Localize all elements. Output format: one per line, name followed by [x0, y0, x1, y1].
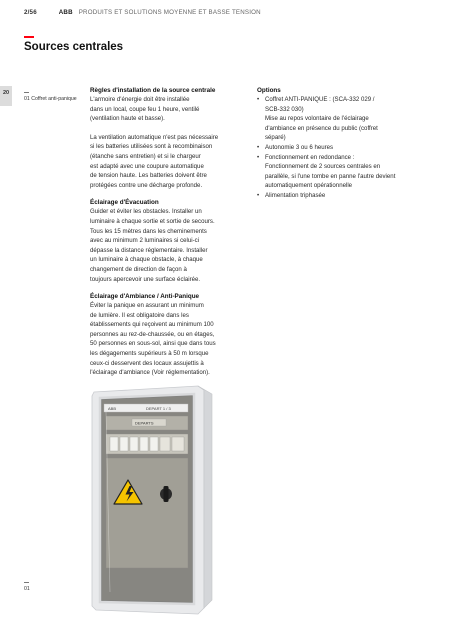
options-heading: Options [257, 87, 281, 94]
paragraph-line: personnes au rez-de-chaussée, ou en étages, [90, 330, 215, 338]
paragraph-line: les dégagements supérieurs à 50 m lorsque [90, 350, 209, 358]
caption-dash [24, 92, 29, 93]
option-line: d'ambiance en présence du public (coffret [265, 124, 378, 132]
paragraph-line: L'armoire d'énergie doit être installée [90, 96, 190, 103]
heading-installation: Règles d'installation de la source centrale [90, 87, 216, 94]
paragraph-line: de tension haute. Les batteries doivent être [90, 172, 207, 180]
option-item: • Coffret ANTI-PANIQUE : (SCA-332 029 / [257, 96, 375, 103]
paragraph-line: Tous les 15 mètres dans les cheminements [90, 227, 207, 235]
figure-ref-dash [24, 582, 29, 583]
option-line: Mise au repos volontaire de l'éclairage [265, 115, 369, 123]
paragraph-line: dépasse la distance réglementaire. Installer [90, 246, 208, 254]
chapter-number: 20 [2, 90, 10, 96]
option-item: • Fonctionnement en redondance : [257, 153, 355, 161]
page-header [24, 9, 261, 16]
option-line: Fonctionnement de 2 sources centrales en [265, 163, 381, 171]
paragraph-line: si les batteries utilisées sont à recombinaison [90, 143, 213, 151]
paragraph-line: Guider et éviter les obstacles. Installer un [90, 208, 202, 216]
cabinet-illustration [86, 382, 236, 620]
paragraph-line: luminaire à chaque sortie et sortie de secours. [90, 217, 215, 225]
figure-ref: 01 [24, 586, 30, 592]
cabinet-display: DEPARTS [135, 420, 154, 426]
cabinet-label-right: DEPART 1 / 3 [146, 406, 171, 411]
product-image [86, 382, 236, 620]
option-line: automatiquement opérationnelle [265, 182, 353, 190]
document-title: PRODUITS ET SOLUTIONS MOYENNE ET BASSE TENSION [78, 9, 261, 16]
option-line: parallèle, si l'une tombe en panne l'autre devient [265, 172, 396, 180]
options-list [257, 95, 427, 201]
paragraph-line: établissements qui reçoivent au minimum 100 [90, 321, 214, 329]
option-line: séparé) [265, 134, 286, 142]
breaker-row [106, 434, 188, 454]
paragraph-line: 50 personnes en sous-sol, ainsi que dans tous [90, 340, 216, 348]
cabinet-label-left: ABB [108, 406, 117, 411]
accent-bar [24, 36, 34, 38]
chapter-tab [0, 86, 12, 106]
paragraph-line: l'éclairage d'ambiance (Voir réglementation). [90, 369, 210, 377]
paragraph-line: avec au minimum 2 luminaires si celui-ci [90, 237, 200, 245]
heading-ambiance: Éclairage d'Ambiance / Anti-Panique [90, 293, 200, 301]
option-item: • Alimentation triphasée [257, 191, 326, 199]
paragraph-line: ceux-ci desservent des locaux assujettis à [90, 359, 204, 367]
paragraph-line: toujours apercevoir une surface éclairée. [90, 275, 201, 283]
option-line: SCB-332 030) [265, 105, 304, 113]
brand-name: ABB [58, 9, 73, 16]
paragraph-line: protégées contre une décharge profonde. [90, 181, 203, 189]
paragraph-line: est adapté avec une coupure automatique [90, 162, 204, 170]
figure-caption: 01 Coffret anti-panique [24, 96, 77, 102]
page-number: 2/56 [24, 9, 37, 16]
main-text-column [90, 86, 250, 378]
paragraph-line: La ventilation automatique n'est pas nécessaire [90, 133, 219, 141]
section-title: Sources centrales [24, 41, 124, 53]
paragraph-line: Éviter la panique en assurant un minimum [90, 302, 204, 310]
paragraph-line: (étanche sans entretien) et si le chargeur [90, 152, 201, 160]
options-column [257, 86, 427, 201]
paragraph-line: un luminaire à chaque obstacle, à chaque [90, 256, 203, 264]
heading-evacuation: Éclairage d'Évacuation [90, 199, 159, 207]
option-item: • Autonomie 3 ou 6 heures [257, 143, 334, 151]
paragraph-line: changement de direction de façon à [90, 265, 187, 273]
paragraph-line: de lumière. Il est obligatoire dans les [90, 311, 189, 319]
paragraph-line: dans un local, coupe feu 1 heure, ventilé [90, 105, 200, 113]
paragraph-line: (ventilation haute et basse). [90, 115, 165, 123]
